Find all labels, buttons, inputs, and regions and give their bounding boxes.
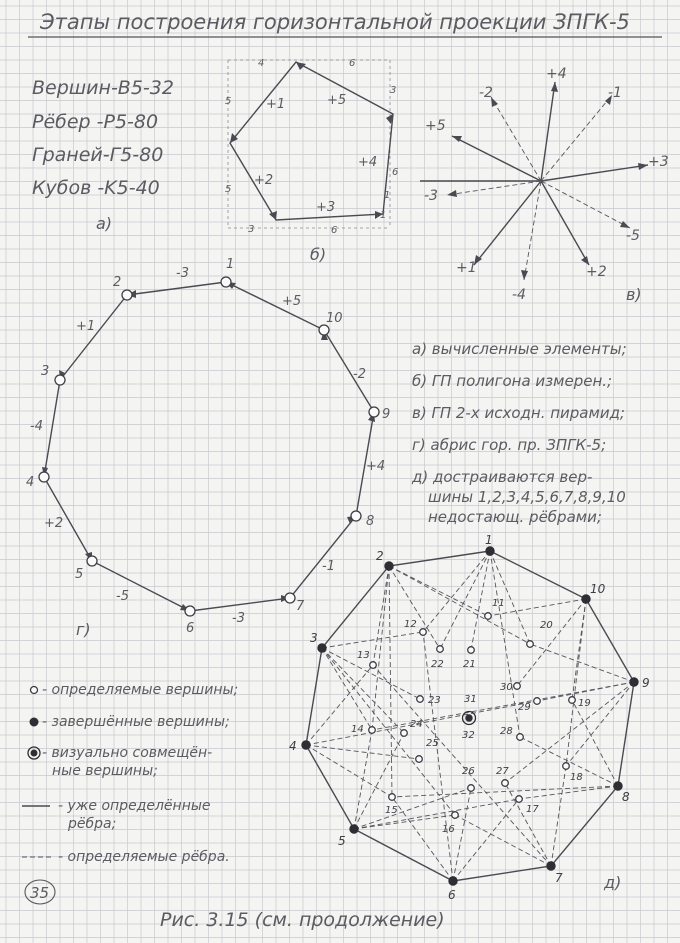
legend — [22, 682, 238, 865]
g-vertex-1 — [221, 277, 231, 287]
d-inner-vertex-24 — [401, 730, 408, 737]
note-d: г) абрис гор. пр. ЗПГК-5; — [412, 436, 607, 454]
d-inner-32: 32 — [462, 730, 475, 741]
side-num-b-8: 3 — [248, 224, 255, 235]
g-elabel-4: +2 — [44, 516, 64, 531]
note-c: в) ГП 2-х исходн. пирамид; — [412, 404, 625, 422]
d-outer-10: 10 — [590, 582, 606, 596]
g-vertex-6 — [185, 606, 195, 616]
g-vnum-9: 9 — [382, 407, 391, 422]
label-d: д) — [604, 873, 622, 892]
g-vnum-4: 4 — [26, 475, 35, 490]
count-cubes: Кубов -K5-40 — [32, 177, 160, 199]
d-inner-22: 22 — [431, 659, 444, 670]
g-vertex-8 — [351, 511, 361, 521]
d-inner-vertex-18 — [563, 763, 570, 770]
d-inner-vertex-15 — [389, 794, 396, 801]
vec-label-minus4: -4 — [512, 287, 526, 303]
g-vnum-5: 5 — [75, 567, 84, 582]
g-vnum-7: 7 — [296, 599, 305, 614]
d-inner-29: 29 — [518, 702, 531, 713]
edge-label-b-4: +3 — [316, 200, 336, 215]
g-elabel-8: +4 — [366, 459, 386, 474]
d-inner-13: 13 — [357, 650, 370, 661]
g-vnum-6: 6 — [186, 621, 195, 636]
side-num-b-7: 1 — [380, 210, 387, 221]
d-outer-vertex-5 — [350, 825, 358, 833]
g-elabel-2: +1 — [76, 319, 96, 334]
d-inner-31: 31 — [464, 694, 477, 705]
g-vertex-4 — [39, 472, 49, 482]
g-vertex-7 — [285, 593, 295, 603]
figure-d — [289, 533, 650, 902]
d-inner-vertex-20 — [527, 641, 534, 648]
legend-item-3b: ные вершины; — [52, 763, 158, 779]
label-c: в) — [626, 285, 642, 304]
g-elabel-7: -1 — [322, 559, 335, 574]
legend-item-1: - определяемые вершины; — [42, 682, 239, 698]
polygon-g — [26, 257, 390, 639]
side-num-b-3: 3 — [390, 85, 397, 96]
legend-item-4a: - уже определённые — [58, 798, 211, 814]
d-inner-vertex-23 — [417, 696, 424, 703]
d-inner-vertex-21 — [468, 647, 475, 654]
edge-label-b-2: +5 — [327, 93, 347, 108]
side-num-b-6: 6 — [392, 167, 399, 178]
d-outer-vertex-6 — [449, 877, 457, 885]
d-inner-26: 26 — [462, 766, 475, 777]
d-outer-vertex-10 — [582, 595, 590, 603]
side-num-b-5: 5 — [225, 184, 232, 195]
g-vertex-5 — [87, 556, 97, 566]
legend-open-vertex-symbol — [31, 687, 38, 694]
side-num-b-10: 1 — [384, 190, 391, 201]
d-inner-vertex-14 — [369, 727, 376, 734]
g-vertex-2 — [122, 290, 132, 300]
d-inner-vertex-29 — [534, 698, 541, 705]
vec-label-plus4: +4 — [546, 66, 567, 82]
edge-label-b-3: +4 — [358, 155, 378, 170]
page-number: 35 — [30, 884, 50, 902]
d-inner-vertex-25 — [416, 756, 423, 763]
d-inner-vertex-13 — [370, 662, 377, 669]
d-inner-28: 28 — [500, 726, 513, 737]
page-title: Этапы построения горизонтальной проекции ЗПГК-5 — [40, 10, 630, 34]
vec-label-plus2: +2 — [586, 264, 607, 280]
d-inner-25: 25 — [426, 738, 439, 749]
d-outer-vertex-8 — [614, 782, 622, 790]
g-elabel-9: -2 — [353, 367, 366, 382]
label-a: a) — [96, 214, 113, 233]
d-inner-vertex-30 — [514, 683, 521, 690]
legend-item-4b: рёбра; — [68, 816, 117, 832]
g-vertex-3 — [55, 375, 65, 385]
vec-label-minus1: -1 — [608, 85, 622, 101]
label-b: б) — [310, 245, 327, 264]
d-outer-vertex-4 — [302, 741, 310, 749]
legend-coincident-vertex-dot — [31, 750, 37, 756]
legend-item-2: - завершённые вершины; — [42, 714, 230, 730]
vec-label-minus3: -3 — [424, 188, 438, 204]
figure-caption: Рис. 3.15 (см. продолжение) — [160, 909, 445, 931]
g-vnum-10: 10 — [326, 311, 343, 326]
legend-filled-vertex-symbol — [30, 718, 38, 726]
g-elabel-6: -3 — [232, 611, 245, 626]
d-outer-5: 5 — [338, 834, 346, 848]
d-outer-vertex-3 — [318, 644, 326, 652]
d-outer-vertex-1 — [486, 547, 494, 555]
d-inner-vertex-19 — [569, 697, 576, 704]
note-e-line1: д) достраиваются вер- — [412, 468, 593, 486]
d-inner-14: 14 — [351, 724, 364, 735]
vec-label-plus5: +5 — [425, 118, 446, 134]
count-vertices: Вершин-B5-32 — [32, 77, 174, 99]
d-inner-27: 27 — [496, 766, 509, 777]
d-outer-3: 3 — [310, 631, 318, 645]
side-num-b-2: 6 — [349, 58, 356, 69]
g-vnum-2: 2 — [113, 275, 122, 290]
d-inner-vertex-16 — [452, 812, 459, 819]
g-vertex-10 — [319, 325, 329, 335]
d-outer-7: 7 — [555, 871, 563, 885]
side-num-b-9: 6 — [331, 225, 338, 236]
vector-star-c — [420, 66, 669, 304]
d-inner-vertex-11 — [485, 613, 492, 620]
side-num-b-4: 5 — [225, 96, 232, 107]
side-num-b-1: 4 — [258, 58, 265, 69]
g-elabel-3: -4 — [30, 419, 43, 434]
note-e-line2: шины 1,2,3,4,5,6,7,8,9,10 — [428, 488, 626, 506]
count-faces: Граней-Г5-80 — [32, 144, 164, 166]
d-outer-6: 6 — [448, 888, 456, 902]
d-inner-21: 21 — [463, 659, 476, 670]
d-inner-15: 15 — [385, 805, 398, 816]
g-vnum-8: 8 — [366, 514, 375, 529]
d-outer-vertex-7 — [547, 862, 555, 870]
d-inner-11: 11 — [492, 598, 505, 609]
d-inner-vertex-28 — [517, 734, 524, 741]
d-inner-vertex-17 — [516, 796, 523, 803]
d-inner-20: 20 — [540, 620, 553, 631]
d-outer-1: 1 — [485, 533, 493, 547]
d-inner-24: 24 — [410, 719, 423, 730]
d-inner-18: 18 — [570, 772, 583, 783]
vec-label-plus1: +1 — [456, 260, 477, 276]
g-vertex-9 — [369, 407, 379, 417]
d-inner-vertex-27 — [502, 780, 509, 787]
label-g: г) — [76, 620, 91, 639]
d-outer-vertex-9 — [630, 678, 638, 686]
g-vnum-3: 3 — [41, 364, 50, 379]
vec-label-plus3: +3 — [648, 154, 669, 170]
d-inner-30: 30 — [500, 682, 513, 693]
g-elabel-5: -5 — [116, 589, 129, 604]
d-inner-17: 17 — [526, 804, 539, 815]
edge-label-b-1: +1 — [266, 97, 286, 112]
edge-label-b-5: +2 — [254, 173, 274, 188]
d-outer-9: 9 — [642, 676, 650, 690]
d-inner-vertex-22 — [437, 646, 444, 653]
legend-item-3a: - визуально совмещён- — [42, 745, 213, 761]
polygon-b — [225, 58, 398, 264]
count-edges: Рёбер -P5-80 — [32, 111, 159, 133]
d-inner-vertex-12 — [420, 629, 427, 636]
note-b: б) ГП полигона измерен.; — [412, 372, 613, 390]
g-elabel-10: +5 — [282, 294, 302, 309]
note-a: а) вычисленные элементы; — [412, 340, 627, 358]
d-inner-vertex-26 — [468, 785, 475, 792]
d-outer-vertex-2 — [385, 562, 393, 570]
g-vnum-1: 1 — [226, 257, 235, 272]
legend-item-5: - определяемые рёбра. — [58, 849, 230, 865]
d-inner-19: 19 — [578, 698, 591, 709]
note-e-line3: недостающ. рёбрами; — [428, 508, 602, 526]
g-elabel-1: -3 — [176, 266, 189, 281]
vec-label-minus2: -2 — [479, 85, 493, 101]
d-inner-16: 16 — [442, 824, 455, 835]
d-inner-12: 12 — [404, 619, 417, 630]
d-outer-8: 8 — [622, 790, 630, 804]
d-coincident-vertex-dot — [466, 715, 472, 721]
d-outer-4: 4 — [289, 739, 297, 753]
vec-label-minus5: -5 — [626, 228, 640, 244]
d-outer-2: 2 — [376, 549, 384, 563]
d-inner-23: 23 — [428, 695, 441, 706]
